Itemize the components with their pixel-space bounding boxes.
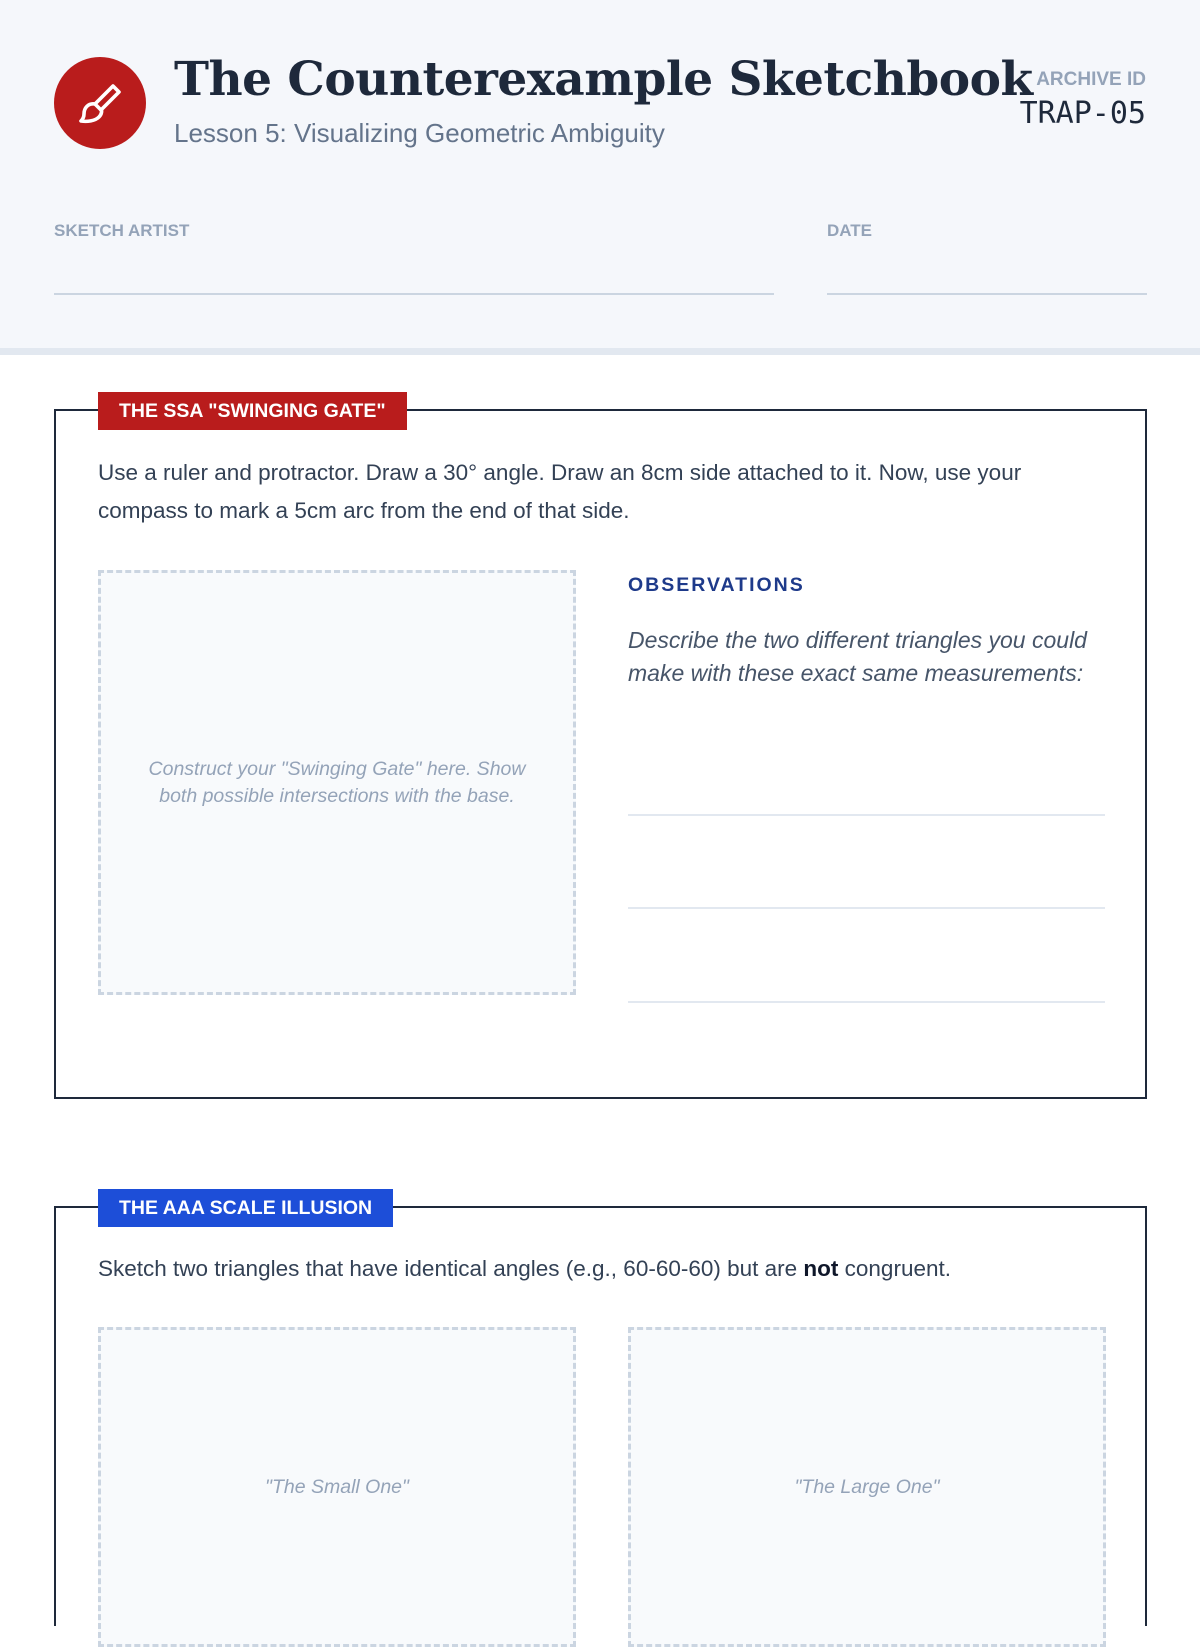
observations-prompt: Describe the two different triangles you could make with these exact same measurements: <box>628 627 1087 686</box>
archive-id-label: ARCHIVE ID <box>1036 69 1146 90</box>
large-triangle-hint: "The Large One" <box>794 1475 940 1498</box>
small-triangle-sketch-area[interactable] <box>98 1327 576 1647</box>
sketch-artist-label: SKETCH ARTIST <box>54 221 190 240</box>
date-field[interactable] <box>827 293 1147 295</box>
aaa-section <box>54 1197 1147 1626</box>
observation-answer-line[interactable] <box>628 1001 1105 1003</box>
ssa-instructions: Use a ruler and protractor. Draw a 30° angle. Draw an 8cm side attached to it. Now, use your compass to mark a 5cm arc from the end of that side. <box>98 460 1022 523</box>
observations-heading: OBSERVATIONS <box>628 574 805 596</box>
aaa-instructions <box>98 1250 1118 1288</box>
sketch-artist-field[interactable] <box>54 293 774 295</box>
aaa-section-tag: THE AAA SCALE ILLUSION <box>98 1189 393 1227</box>
ssa-section-tag: THE SSA "SWINGING GATE" <box>98 392 407 430</box>
small-triangle-hint: "The Small One" <box>265 1475 409 1498</box>
paintbrush-icon <box>75 78 125 128</box>
aaa-instructions-text: Sketch two triangles that have identical angles (e.g., 60-60-60) but are <box>98 1256 804 1281</box>
sketch-area-hint: Construct your "Swinging Gate" here. Show both possible intersections with the base. <box>148 757 526 807</box>
observation-answer-line[interactable] <box>628 814 1105 816</box>
observation-answer-line[interactable] <box>628 907 1105 909</box>
page-header <box>0 0 1200 355</box>
archive-id-value: TRAP-05 <box>1019 96 1146 131</box>
date-label: DATE <box>827 221 873 240</box>
page-subtitle: Lesson 5: Visualizing Geometric Ambiguity <box>174 118 665 148</box>
logo <box>54 57 146 149</box>
page-title: The Counterexample Sketchbook <box>174 52 1033 107</box>
aaa-instructions-text-end: congruent. <box>838 1256 951 1281</box>
aaa-instructions-emphasis: not <box>803 1256 839 1281</box>
ssa-section <box>54 400 1147 1099</box>
large-triangle-sketch-area[interactable] <box>628 1327 1106 1647</box>
swinging-gate-sketch-area[interactable] <box>98 570 576 995</box>
